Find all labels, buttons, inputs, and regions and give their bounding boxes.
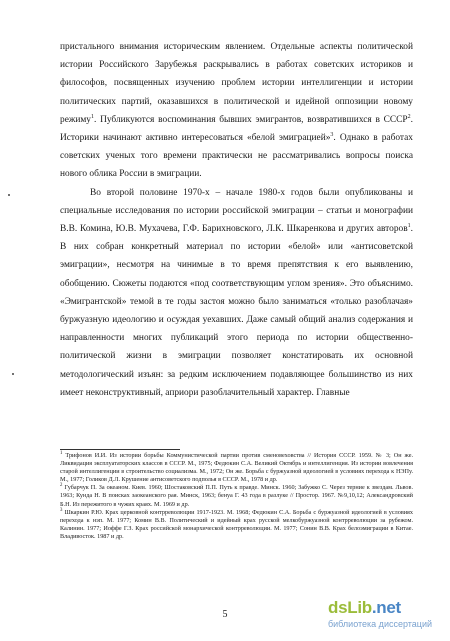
footnote-ref[interactable]: 2: [407, 113, 411, 120]
footnote-divider: [60, 449, 180, 450]
watermark-subtitle: библиотека диссертаций: [328, 619, 433, 629]
dslib-watermark[interactable]: [328, 598, 436, 634]
scan-dot-mark: [12, 373, 14, 375]
footnote-item: $^2$ Губарчук П. За океаном. Киев. 1960; Шостаковский П.П. Путь к правде. Минск. 1960; Забужко С. Через терние к звездам. Львов. 1963; Кунда Н. В поисках заокеанского рая. Минск, 1963; бенуа Г. 43 года в разлуке // Простор. 1967. №9,10,12; Александровский Б.Н. Из пережитого в чужих краях. М. 1969 и др.: [60, 483, 413, 508]
footnote-ref[interactable]: 3: [330, 131, 334, 138]
footnote-ref[interactable]: 1: [407, 222, 411, 229]
dslib-logo: dsLib.net: [328, 598, 401, 617]
page-number: 5: [222, 609, 228, 620]
body-text: [60, 38, 413, 402]
footnotes: [60, 452, 413, 541]
footnote-ref[interactable]: 1: [90, 113, 94, 120]
footnote-item: $^1$ Трифонов И.И. Из истории борьбы Коммунистической партии против сменовеховства // История СССР. 1959. № 3; Он же. Ликвидация эксплуататорских классов в СССР. М., 1975; Федюкин С.А. Великий Октябрь и интеллигенция. Из истории вовлечения старой интеллигенции в строительство социализма. М., 1972; Он же. Борьба с буржуазной идеологией в условиях перехода к НЭПу. М., 1977; Голиков Д.Л. Крушение антисоветского подполья в СССР. М., 1978 и др.: [60, 450, 414, 484]
paragraph-2: Во второй половине 1970-х – начале 1980-х годов были опубликованы и специальные исследования по истории российской эмиграции – статьи и монографии В.В. Комина, Ю.В. Мухачева, Г.Ф. Барихновского, Л.К. Шкаренкова и других авторов$^1$. В них собран конкретный материал по истории «белой» или «антисоветской эмиграции», несмотря на чинимые в то время препятствия к его выявлению, обобщению. Сюжеты подаются «под соответствующим углом зрения». Это объяснимо. «Эмигрантской» темой в те годы застоя можно было заниматься «только разоблачая» буржуазную идеологию и осуждая уехавших. Даже самый общий анализ содержания и направленности многих публикаций этого периода по истории общественно-политической жизни в эмиграции позволяет констатировать их основной методологический изъян: за редким исключением подавляющее большинство из них имеет неконструктивный, априори разоблачительный характер. Главные: [60, 187, 413, 398]
footnote-item: $^3$ Шкаркин Р.Ю. Крах церковной контрреволюции 1917-1923. М. 1968; Федюкин С.А. Борьба с буржуазной идеологией в условиях перехода к нэп. М. 1977; Комин В.В. Политический и идейный крах русской мелкобуржуазной контрреволюции за рубежом. Калинин. 1977; Иоффе Г.З. Крах российской монархической контрреволюции. М. 1977; Сонин В.В. Крах белоэмиграции в Китае. Владивосток. 1987 и др.: [60, 507, 413, 540]
paragraph-1: пристального внимания историческим явлением. Отдельные аспекты политической истории Российского Зарубежья раскрывались в работах советских историков и философов, посвященных изучению проблем истории интеллигенции и истории политических партий, оказавшихся в политической и идейной оппозиции новому режиму$^1$. Публикуются воспоминания бывших эмигрантов, возвратившихся в СССР$^2$. Историки начинают активно интересоваться «белой эмиграцией»$^3$. Однако в работах советских ученых того времени практически не рассматривались вопросы поиска нового облика России в эмиграции.: [60, 42, 413, 180]
scan-dot-mark: [8, 194, 10, 196]
